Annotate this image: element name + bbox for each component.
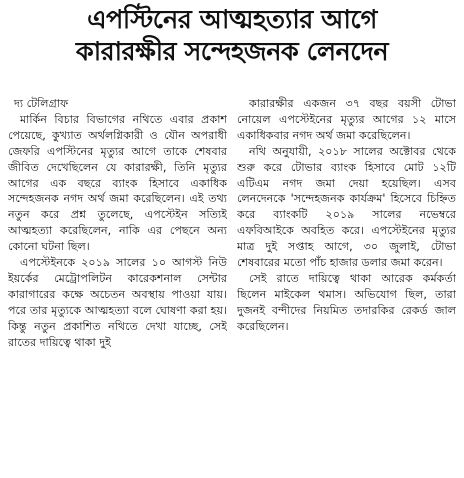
paragraph-5: সেই রাতে দায়িত্বে থাকা আরেক কর্মকর্তা ছিলেন মাইকেল থমাস। অভিযোগ ছিল, তারা দুজনই বন্দীদের নিয়মিত তদারকির রেকর্ড জাল করেছিলেন।	[237, 271, 456, 333]
paragraph-3: কারারক্ষীর একজন ৩৭ বছর বয়সী টোভা নোয়েল এপস্টেইনের মৃত্যুর আগের ১২ মাসে একাধিকবার নগদ অর্থ জমা করেছিলেন।	[237, 97, 456, 142]
headline-line-2: কারারক্ষীর সন্দেহজনক লেনদেন	[75, 37, 389, 67]
headline	[8, 4, 456, 68]
paragraph-2: এপস্টেইনকে ২০১৯ সালের ১০ আগস্ট নিউ ইয়র্কের মেট্রোপলিটন কারেকশনাল সেন্টার কারাগারের কক্ষে অচেতন অবস্থায় পাওয়া যায়। পরে তার মৃত্যুকে আত্মহত্যা বলে ঘোষণা করা হয়। কিন্তু নতুন প্রকাশিত নথিতে দেখা যাচ্ছে, সেই রাতের দায়িত্বে থাকা দুই	[8, 256, 227, 349]
article-source: দ্য টেলিগ্রাফ	[14, 97, 69, 110]
paragraph-1: মার্কিন বিচার বিভাগের নথিতে এবার প্রকাশ পেয়েছে, কুখ্যাত অর্থলগ্নিকারী ও যৌন অপরাধী জেফরি এপস্টিনের মৃত্যুর আগে তাকে শেষবার জীবিত দেখেছিলেন যে কারারক্ষী, তিনি মৃত্যুর আগের এক বছরে ব্যাংক হিসাবে একাধিক সন্দেহজনক নগদ অর্থ জমা করেছিলেন। এই তথ্য নতুন করে প্রশ্ন তুলেছে, এপস্টেইন সত্যিই আত্মহত্যা করেছিলেন, নাকি এর পেছনে অন্য কোনো ঘটনা ছিল।	[8, 112, 227, 254]
paragraph-4: নথি অনুযায়ী, ২০১৮ সালের অক্টোবর থেকে শুরু করে টোভার ব্যাংক হিসাবে মোট ১২টি এটিএম নগদ জমা দেয়া হয়েছিল। এসব লেনদেনকে 'সন্দেহজনক কার্যক্রম' হিসেবে চিহ্নিত করে ব্যাংকটি ২০১৯ সালের নভেম্বরে এফবিআইকে অবহিত করে। এপস্টেইনের মৃত্যুর মাত্র দুই সপ্তাহ আগে, ৩০ জুলাই, টোভা শেষবারের মতো পাঁচ হাজার ডলার জমা করেন।	[237, 144, 456, 270]
column-right	[237, 96, 456, 476]
article-body	[8, 96, 456, 476]
headline-line-1: এপস্টিনের আত্মহত্যার আগে	[87, 5, 377, 35]
column-left	[8, 96, 227, 476]
